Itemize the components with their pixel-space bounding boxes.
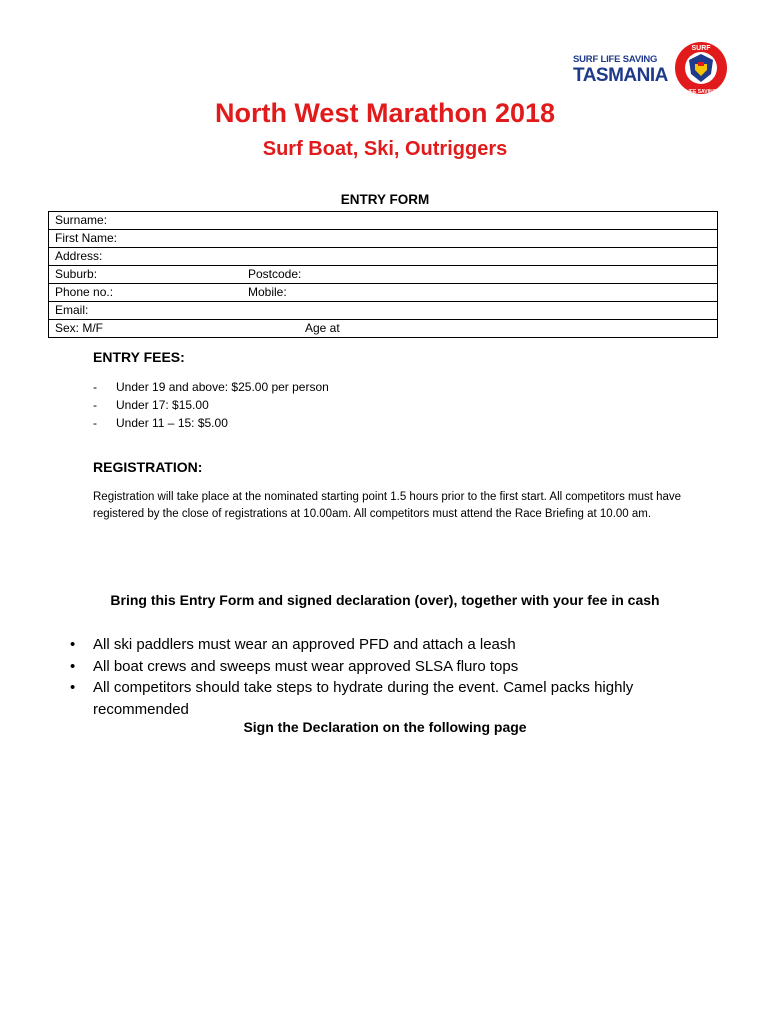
- dash-marker: -: [93, 416, 97, 430]
- entry-form-heading: ENTRY FORM: [340, 192, 430, 207]
- field-label: Age at: [305, 321, 340, 335]
- fee-text: Under 19 and above: $25.00 per person: [116, 380, 329, 394]
- field-label: Mobile:: [248, 285, 287, 299]
- list-item: [93, 396, 329, 414]
- registration-heading: REGISTRATION:: [93, 459, 203, 475]
- rule-text: All ski paddlers must wear an approved PFD and attach a leash: [93, 636, 516, 653]
- field-label: Suburb:: [55, 267, 98, 281]
- form-row-suburb-postcode[interactable]: [49, 266, 717, 284]
- registration-text: Registration will take place at the nominated starting point 1.5 hours prior to the first start. All competitors must have registered by the close of registrations at 10.00am. All competitors must attend the Race Briefing at 10.00 am.: [93, 491, 682, 520]
- field-label: Surname:: [55, 213, 108, 227]
- surf-life-saving-tasmania-logo: [573, 40, 733, 95]
- dash-marker: -: [93, 398, 97, 412]
- list-item: [70, 677, 710, 720]
- list-item: [93, 378, 329, 396]
- logo-text-line1: SURF LIFE SAVING: [573, 54, 658, 65]
- page-subtitle: Surf Boat, Ski, Outriggers: [262, 138, 508, 160]
- bullet-icon: •: [70, 636, 76, 653]
- form-row-email[interactable]: [49, 302, 717, 320]
- bullet-icon: •: [70, 679, 76, 696]
- form-row-phone-mobile[interactable]: [49, 284, 717, 302]
- rule-text: All boat crews and sweeps must wear approved SLSA fluro tops: [93, 657, 519, 675]
- list-item: [70, 634, 710, 656]
- list-item: [93, 414, 329, 432]
- form-row-first-name[interactable]: [49, 230, 717, 248]
- field-label: Phone no.:: [55, 285, 114, 299]
- form-row-surname[interactable]: [49, 212, 717, 230]
- dash-marker: -: [93, 380, 97, 394]
- fee-text: Under 11 – 15: $5.00: [116, 416, 228, 430]
- entry-fees-list: [93, 378, 329, 432]
- rule-text: All competitors should take steps to hydrate during the event. Camel packs highly recommended: [93, 679, 634, 718]
- page-title: North West Marathon 2018: [214, 98, 556, 128]
- form-row-address[interactable]: [49, 248, 717, 266]
- logo-text-line2: TASMANIA: [573, 65, 668, 86]
- field-label: Address:: [55, 249, 103, 263]
- emblem-top-text: SURF: [691, 45, 711, 52]
- emblem-bottom-text: LIFE SAVING: [685, 89, 717, 95]
- field-label: First Name:: [55, 231, 118, 245]
- field-label: Email:: [55, 303, 89, 317]
- list-item: [70, 656, 710, 678]
- fee-text: Under 17: $15.00: [116, 398, 209, 412]
- field-label: Sex: M/F: [55, 321, 104, 335]
- bring-form-notice: Bring this Entry Form and signed declaration (over), together with your fee in cash: [110, 592, 660, 608]
- rules-list: [70, 634, 710, 720]
- bullet-icon: •: [70, 657, 76, 675]
- entry-form-table: [48, 211, 718, 338]
- entry-fees-heading: ENTRY FEES:: [93, 349, 185, 365]
- sign-declaration-notice: Sign the Declaration on the following page: [243, 719, 527, 735]
- field-label: Postcode:: [248, 267, 302, 281]
- form-row-sex-age[interactable]: [49, 320, 717, 337]
- lifesaver-emblem-icon: [673, 40, 729, 96]
